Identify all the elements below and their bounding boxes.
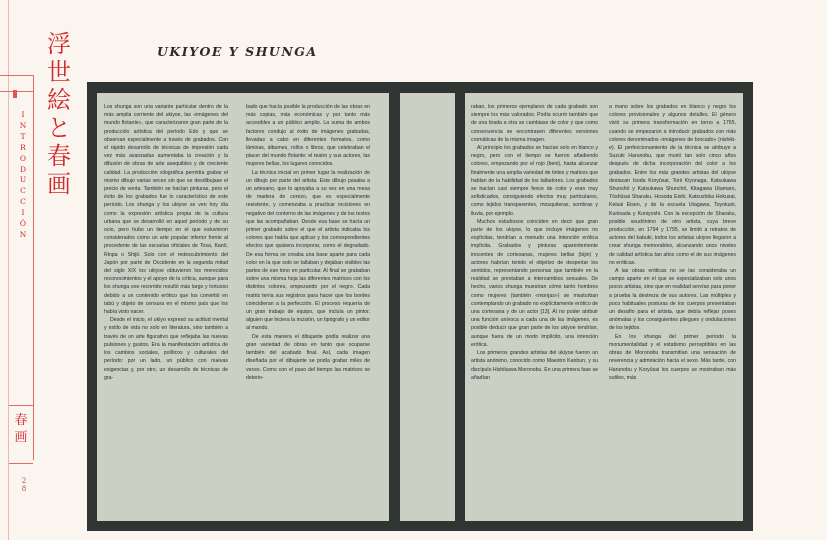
text-column [246,103,370,517]
page-heading: UKIYOE Y SHUNGA [157,44,318,59]
title-char: 春 [47,142,71,170]
text-column [471,103,598,517]
text-panel-left [97,93,389,521]
paragraph: raban, los primeros ejemplares de cada grabado son siempre los más valorados. Podía ocurrir también que de una tirada a otra se cambiase de color y que como consecuencia se encontrasen diferentes versiones cromáticas de la misma imagen. [471,104,598,143]
sidebar-rule [33,75,34,460]
paragraph: Los shunga son una variante particular dentro de la más amplia corriente del ukiyoe, las «imágenes del mundo flotante», que caracterizaron gran parte de la producción artística del período Edo y que se observan especialmente a través de grabados. Con el rápido desarrollo de técnicas de impresión cada vez más avanzadas aumentaba la creación y la difusión de obras de arte asequibles y de creciente calidad. La producción xilográfica permitía grabar el mismo dibujo varias veces sin que se desdibujase el precio de venta. También se hacían pinturas, pero el éxito de los grabados fue lo característico de este período. Los shunga y los ukiyoe se ven hoy día como la expresión artística propia de la cultura urbana que se desarrolló en aquel período y de su ocio, pero hubo un tiempo en el que estuvieron considerados como un arte popular inferior frente al procedente de las escuelas oficiales de Tosa, Kanō, Rinpa o Shijō. Solo con el redescubrimiento del Japón por parte de Occidente en la segunda mitad del siglo XIX los ukiyoe obtuvieron los merecidos reconocimientos y el apoyo de la crítica, aunque para los shunga ese recorrido resultó más largo y tortuoso debido a un contenido erótico que los convirtió en tabú y objeto de censura en el mismo país que los había visto nacer. [104,104,228,316]
label-char: Ó [19,219,27,229]
title-char: と [47,114,71,142]
section-vertical-label [17,110,29,241]
paragraph: En los shunga del primer período la monumentalidad y el estatismo perceptibles en las obras de Moronobu transmitían una sensación de reverencia y admiración hacia el sexo. Más tarde, con Harunobu y Koryūsai los cuerpos se mostraban más sutiles, más [609,333,736,381]
label-char: N [19,120,27,130]
label-char: T [20,131,26,141]
label-char: N [19,229,27,239]
paragraph: Desde el inicio, el ukiyo expresó su actitud mental y estilo de vida no solo en literatura, sino también a través de un arte figurativo que reflejaba las nuevas pulsiones y gustos. Era la manifestación artística de los cambios sociales, políticos y culturales del período: por un lado, un público con nuevas exigencias y, por otro, un desarrollo de técnicas de gra- [104,317,228,381]
label-char: C [20,197,26,207]
section-rule-top [9,405,33,406]
title-char: 浮 [47,30,71,58]
paragraph: De esta manera el dibujante podía realizar una gran variedad de obras en tanto que ocuparse también del acabado final. Así, cada imagen diseñada por el dibujante se podía grabar miles de veces. Como con el paso del tiempo las matrices se deterio- [246,333,370,381]
text-panel-right [465,93,743,521]
title-char: 世 [47,58,71,86]
paragraph: Muchos estudiosos coinciden en decir que gran parte de los ukiyoe, lo que incluye imágenes no explícitas, tendrían a menudo una intención erótica implícita. Grabados y pinturas aparentemente inocentes de cortesanas, mujeres bellas (bijin) y actores habrían tenido el objetivo de despertar los sentidos, representando personas que también en la realidad se prestaban a intercambios sexuales. De hecho, varios shunga muestran cómo tanto hombres como mujeres (también «monjas») se masturban contemplando un grabado no explícitamente erótico de una cortesana y de un actor [13]. Al no poder atribuir una función unívoca a cada una de las imágenes, es posible deducir que gran parte de los ukiyoe tendrían, aunque fuera de un modo implícito, una intención erótica. [471,218,598,348]
gutter-panel [400,93,455,521]
paragraph: bado que hacía posible la producción de las obras en más copias, más económicas y por tanto más accesibles a un público amplio. La suma de ambos factores condujo al éxito de imágenes grabadas, llevadas a cabo en diferentes formatos, como láminas, álbumes, rollos o libros, que celebraban el placer del mundo flotante: el teatro y sus actores, las mujeres bellas, los lugares conocidos. [246,104,370,168]
paragraph: Al principio los grabados se hacían solo en blanco y negro, pero con el tiempo se fueron añadiendo colores, empezando por el rojo (beni), hasta alcanzar finalmente una amplia variedad de tintes y matices que hablan de la habilidad de los talladores. Los grabados se hacían casi siempre fence de color y eran muy sofisticados, consiguiendo efectos muy particulares, como tejidos transparentes, mosquiteras, sombras y lluvia, por ejemplo. [471,145,598,217]
paragraph: A las obras eróticas no se las consideraba un campo aparte en el que se especializaban solo unos pocos artistas, sino que en realidad servían para poner a prueba la destreza de sus autores. Las múltiples y poco habituales posturas de los cuerpos presentaban un desafío para el artista, que debía reflejar poses anómalas y los consiguientes pliegues y ondulaciones de los tejidos. [609,268,736,332]
label-char: D [19,164,26,174]
title-char: 絵 [47,86,71,114]
label-char: I [21,110,25,119]
page-number [18,477,30,493]
title-char: 画 [47,170,71,198]
label-char: O [19,153,27,163]
paragraph: Los primeros grandes artistas del ukiyoe fueron un artista anónimo, conocido como Maestro Kanbun, y su discípulo Hishikawa Moronobu. En una primera fase se añadían [471,350,598,381]
page-digit: 8 [21,485,27,493]
text-column [104,103,228,517]
section-japanese-label [9,412,33,446]
page-digit: 2 [21,477,27,485]
section-rule-bottom [9,463,33,464]
label-char: C [20,186,26,196]
label-char: R [20,142,26,152]
paragraph: a mano sobre los grabados en blanco y negro los colores provisionales y algunos detalles. El género vivió su primera transformación en torno a 1765, cuando se empezaron a introducir grabados con más colores denominados «imágenes de brocado» (nishiki-e). El perfeccionamiento de la técnica se atribuye a Suzuki Harunobu, que murió tan solo cinco años después de dicha incorporación del color a los grabados. Entre los más grandes artistas del ukiyoe destacan Isoda Koryūsai, Torii Kiyonaga, Katsukawa Shunshō y Katsukawa Shunchō, Kitagawa Utamaro, Tōshūsai Sharaku, Hosoda Eishi, Katsushika Hokusai, Keisai Eisen, y de la escuela Utagawa, Toyokuni, Kunisada y Kuniyoshi. Con la excepción de Sharaku, posible seudónimo de otro artista, cuya breve producción, en 1794 y 1795, se limitó a retratos de actores del kabuki, todos los artistas ukiyoe llegaron a crear shunga memorables, alcanzando unos niveles de calidad artística tan altos como el de sus imágenes no eróticas. [609,104,736,266]
section-char: 画 [14,430,28,445]
paragraph: La técnica inicial en primer lugar la realización de un dibujo por parte del artista. Este dibujo pasaba a un artesano, que lo apoyaba a su vez en una mesa de madera de cerezo, que es especialmente resistente, y comenzaba a practicar incisiones en negativo del contorno de las imágenes y de los textos que las acompañaban. Desde esa base se hacía un primer grabado sobre el que el artista indicaba los colores que había que aplicar y los correspondientes efectos que quisiera incorporar, como el degradado. De esa forma se creaba una base aparte para cada color en la que solo se tallaban y dejaban visibles las partes de ese tono en particular. Al final se grababan sobre una misma hoja las diferentes matrices con los distintos colores, empezando por el negro. Cada matriz tenía sus registros para hacer que los bordes coincidieran a la perfección. El proceso requería de un gran trabajo de equipo, que incluía un pintor, alguien que hiciera la incisión, un tipógrafo y un editor al mando. [246,169,370,332]
japanese-title [44,30,74,198]
sidebar-marker [13,90,17,98]
text-column [609,103,736,517]
label-char: I [21,208,25,218]
section-char: 春 [14,413,28,428]
label-char: U [19,175,27,185]
